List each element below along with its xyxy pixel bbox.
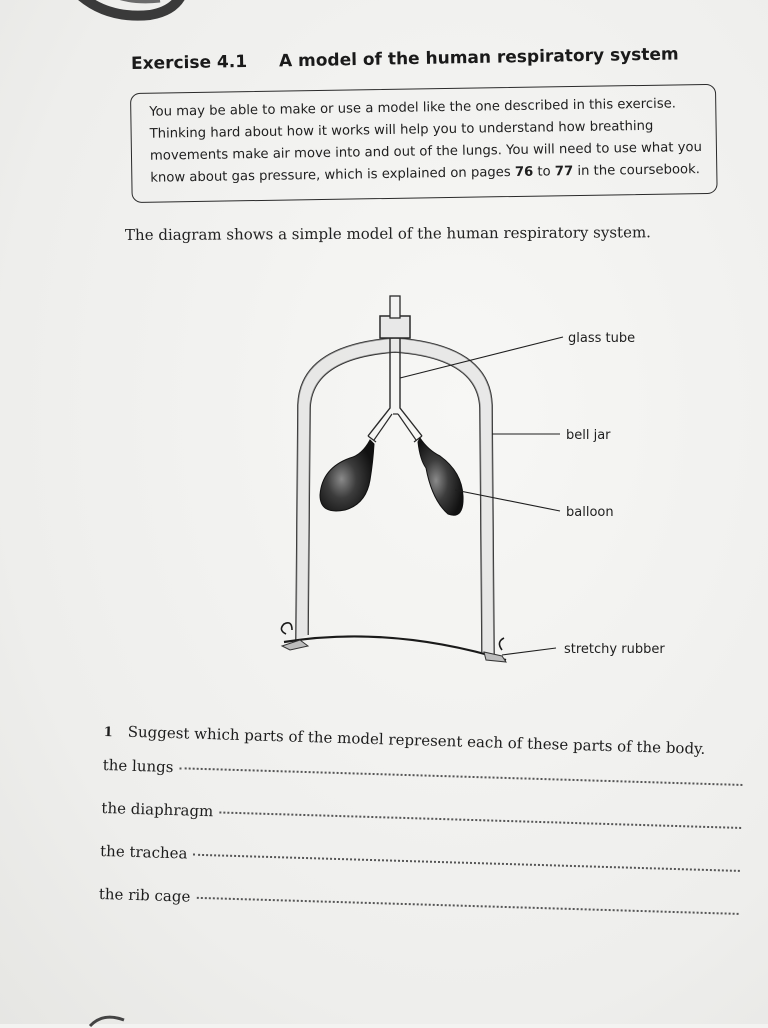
intro-page-start: 76	[514, 164, 534, 180]
intro-text-3: in the coursebook.	[573, 162, 700, 180]
intro-text-1: You may be able to make or use a model like the one described in this exercise. Thinking hard about how it works will help you to understand how breathing movements make air move into and out of the lungs. You will need to use what you know about gas pressure, which is explained on pages	[149, 96, 703, 186]
intro-text-2: to	[533, 164, 555, 180]
question-text: Suggest which parts of the model represent each of these parts of the body.	[127, 722, 706, 758]
stretchy-rubber-sheet	[281, 623, 506, 662]
label-glass-tube: glass tube	[568, 331, 636, 346]
answer-label-rib-cage: the rib cage	[98, 884, 191, 906]
question-number: 1	[103, 724, 113, 741]
right-balloon	[418, 438, 463, 515]
label-stretchy-rubber: stretchy rubber	[564, 642, 665, 657]
intro-box	[130, 84, 718, 203]
stopper	[380, 296, 410, 338]
intro-page-end: 77	[554, 164, 574, 180]
respiratory-model-diagram	[270, 290, 690, 670]
answer-label-diaphragm: the diaphragm	[101, 798, 214, 821]
question-1	[98, 722, 744, 947]
label-bell-jar: bell jar	[566, 428, 611, 443]
page-corner-mark	[88, 1008, 128, 1028]
exercise-number: Exercise 4.1	[130, 51, 248, 74]
answer-label-trachea: the trachea	[99, 841, 188, 863]
corner-swirl-graphic	[60, 0, 190, 35]
lead-sentence: The diagram shows a simple model of the human respiratory system.	[124, 223, 651, 244]
answer-label-lungs: the lungs	[102, 755, 174, 777]
exercise-title: A model of the human respiratory system	[278, 44, 679, 72]
exercise-heading	[131, 44, 691, 74]
label-balloon: balloon	[566, 505, 614, 520]
left-balloon	[320, 440, 374, 511]
